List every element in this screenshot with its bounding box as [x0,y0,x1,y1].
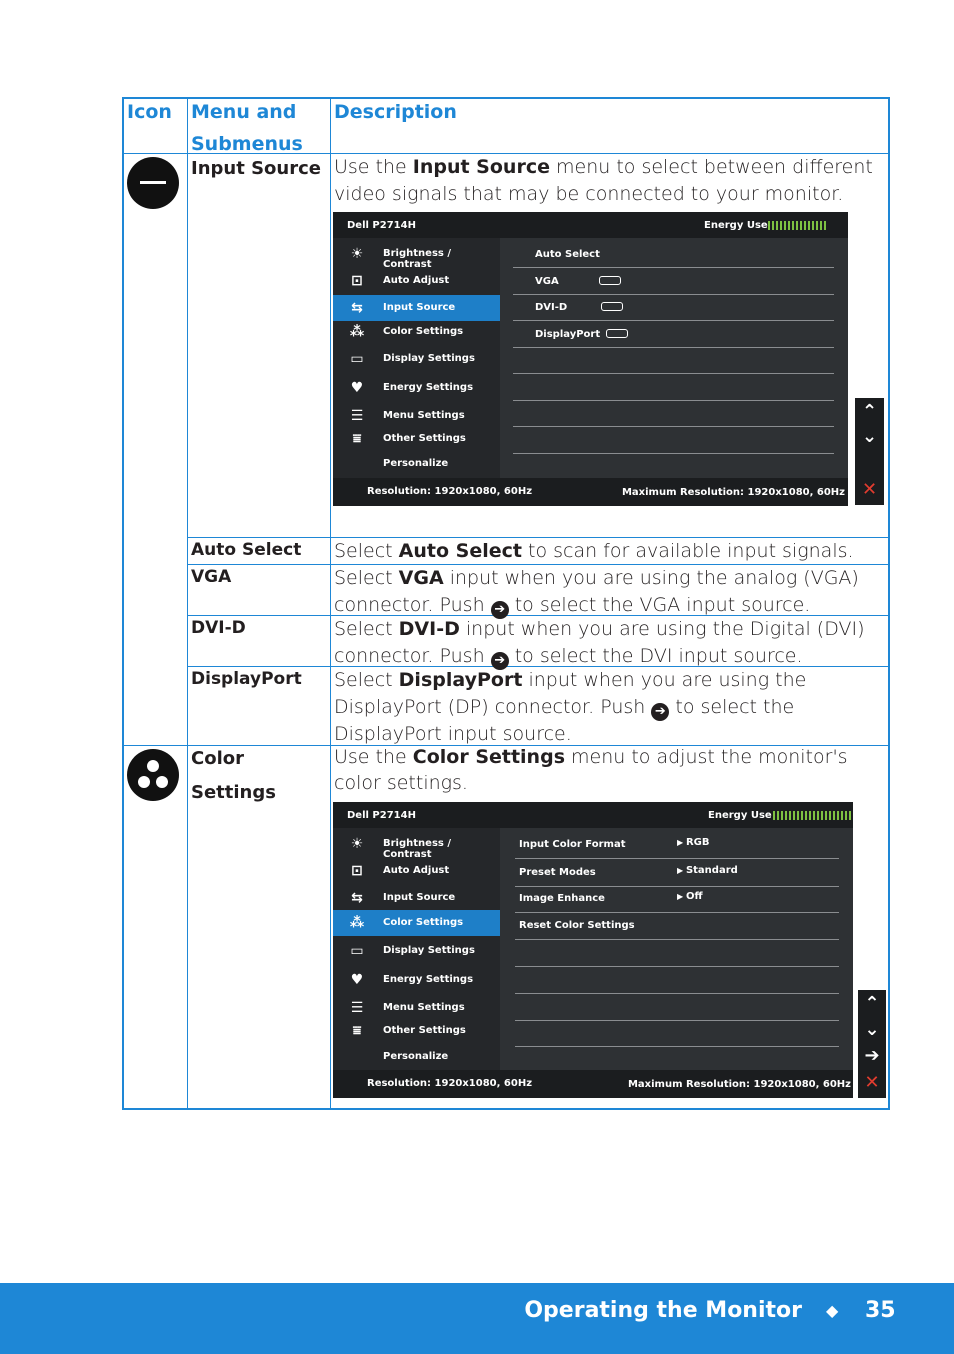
osd-energy-label: Energy Use [708,810,772,821]
color-settings-icon: ⁂ [349,915,365,931]
osd-color-value: RGB [685,837,710,848]
osd-model: Dell P2714H [347,220,416,231]
close-icon: ✕ [861,479,878,500]
osd-menu-item [333,831,500,860]
osd-max-resolution: Maximum Resolution: 1920x1080, 60Hz [621,487,845,498]
osd-menu-item [333,910,500,936]
osd-color-row-label: Reset Color Settings [519,920,635,931]
dvi-d-description: Select DVI-D input when you are using the Digital (DVI) connector. Push ➔ to select the DVI input source. [334,618,865,668]
osd-resolution: Resolution: 1920x1080, 60Hz [367,486,533,497]
header-menu: Menu and Submenus [191,101,303,155]
submenu-dvi-d: DVI-D [191,618,246,638]
osd-menu-item [333,967,500,993]
footer-title: Operating the Monitor [524,1298,802,1323]
osd-nav-buttons [855,398,884,505]
dvi-connector-icon [601,302,623,311]
osd-input-source-screenshot [333,212,848,506]
osd-menu-item-label: Personalize [383,458,449,469]
osd-menu-item-label: Other Settings [383,1025,466,1036]
osd-menu-item-label: Color Settings [383,917,464,928]
osd-title-bar [333,212,848,238]
displayport-description: Select DisplayPort input when you are using the DisplayPort (DP) connector. Push ➔ to select the DisplayPort input source. [334,669,807,745]
input-source-icon [127,157,179,209]
osd-menu-item-label: Energy Settings [383,974,474,985]
osd-row-auto-select: Auto Select [535,249,600,260]
up-arrow-icon: ⌃ [861,401,878,422]
osd-resolution: Resolution: 1920x1080, 60Hz [367,1078,533,1089]
input-source-icon: ⇆ [351,300,363,316]
display-settings-icon: ▭ [350,351,364,367]
osd-menu-item [333,346,500,372]
header-icon: Icon [127,101,172,123]
osd-menu-item-label: Input Source [383,892,456,903]
osd-menu-item-label: Color Settings [383,326,464,337]
display-settings-icon: ▭ [350,943,364,959]
menu-settings-icon: ☰ [350,408,364,424]
color-settings-icon [127,749,179,801]
personalize-icon [347,1048,367,1066]
up-arrow-icon: ⌃ [864,993,880,1014]
osd-color-value: Standard [685,865,738,876]
energy-settings-icon: ♥ [350,972,364,988]
osd-energy-label: Energy Use [704,220,768,231]
osd-menu-item-label: Personalize [383,1051,449,1062]
osd-color-row-label: Input Color Format [519,839,626,850]
submenu-displayport: DisplayPort [191,669,302,689]
header-description: Description [334,101,457,123]
osd-menu-item [333,451,500,477]
play-arrow-icon: ▶ [677,838,686,847]
table-border-right [888,97,890,1110]
osd-menu-item [333,885,500,911]
osd-menu-item-label: Auto Adjust [383,275,450,286]
osd-menu-item [333,295,500,321]
auto-adjust-icon: ⊡ [351,863,363,879]
osd-menu-item-label: Energy Settings [383,382,474,393]
auto-adjust-icon: ⊡ [351,273,363,289]
color-settings-icon: ⁂ [349,324,365,340]
push-arrow-icon: ➔ [651,703,669,721]
osd-color-row [519,893,605,904]
page-number: 35 [865,1298,896,1323]
play-arrow-icon: ▶ [677,866,686,875]
submenu-auto-select: Auto Select [191,540,302,560]
osd-color-row [519,867,596,878]
osd-color-row [519,920,635,931]
vga-description: Select VGA input when you are using the analog (VGA) connector. Push ➔ to select the VGA input source. [334,567,859,617]
play-arrow-icon: ▶ [677,892,686,901]
menu-color-settings: Color Settings [191,748,276,803]
osd-menu-item-label: Brightness / Contrast [383,248,451,270]
auto-select-description: Select Auto Select to scan for available input signals. [334,540,854,562]
osd-row-dvi: DVI-D [535,302,623,313]
osd-max-resolution: Maximum Resolution: 1920x1080, 60Hz [627,1079,851,1090]
osd-title-bar [333,802,853,828]
table-border-bottom [122,1108,890,1110]
osd-color-row-value [677,891,703,902]
energy-meter [773,811,851,820]
osd-color-settings-screenshot [333,802,853,1098]
down-arrow-icon: ⌄ [864,1019,880,1040]
osd-menu-item-label: Input Source [383,302,456,313]
footer-diamond-icon: ◆ [826,1301,839,1320]
osd-menu-item-label: Menu Settings [383,1002,465,1013]
osd-menu-item [333,858,500,884]
input-source-icon: ⇆ [351,890,363,906]
osd-menu-item-label: Display Settings [383,353,475,364]
down-arrow-icon: ⌄ [861,426,878,447]
brightness-icon: ☀ [350,246,364,262]
right-arrow-icon: ➔ [864,1045,880,1066]
osd-color-row-value [677,837,709,848]
osd-menu-item-label: Display Settings [383,945,475,956]
table-border-left [122,97,124,1110]
page-footer [0,1283,954,1354]
input-source-description: Use the Input Source menu to select between different video signals that may be connected to your monitor. [334,156,873,205]
osd-menu-item-label: Other Settings [383,433,466,444]
osd-color-row [519,839,625,850]
osd-model: Dell P2714H [347,810,416,821]
push-arrow-icon: ➔ [491,652,509,670]
energy-meter [768,221,828,230]
osd-menu-item [333,938,500,964]
osd-color-row-label: Image Enhance [519,893,605,904]
osd-menu-item [333,426,500,452]
other-settings-icon: ⩸ [352,1023,362,1039]
osd-color-row-value [677,865,738,876]
osd-color-value: Off [685,891,703,902]
submenu-vga: VGA [191,567,232,587]
menu-input-source: Input Source [191,158,321,179]
menu-settings-icon: ☰ [350,1000,364,1016]
osd-menu-item [333,268,500,294]
osd-menu-item-label: Brightness / Contrast [383,838,451,860]
personalize-icon [347,455,367,473]
osd-nav-buttons [858,990,886,1098]
osd-menu-item-label: Menu Settings [383,410,465,421]
brightness-icon: ☀ [350,836,364,852]
color-settings-description: Use the Color Settings menu to adjust the monitor's color settings. [334,746,848,794]
osd-menu-item [333,375,500,401]
close-icon: ✕ [864,1072,880,1093]
vga-connector-icon [599,276,621,285]
osd-menu-item [333,319,500,345]
push-arrow-icon: ➔ [491,601,509,619]
osd-status-bar [333,478,848,506]
column-divider-2 [330,97,331,1110]
displayport-connector-icon [606,329,628,338]
osd-status-bar [333,1070,853,1098]
osd-menu-item [333,241,500,270]
osd-color-row-label: Preset Modes [519,867,596,878]
osd-menu-item-label: Auto Adjust [383,865,450,876]
osd-menu-item [333,1044,500,1070]
column-divider-1 [187,97,188,1110]
other-settings-icon: ⩸ [352,431,362,447]
osd-row-vga: VGA [535,276,621,287]
osd-menu-item [333,1018,500,1044]
energy-settings-icon: ♥ [350,380,364,396]
osd-row-displayport: DisplayPort [535,329,628,340]
